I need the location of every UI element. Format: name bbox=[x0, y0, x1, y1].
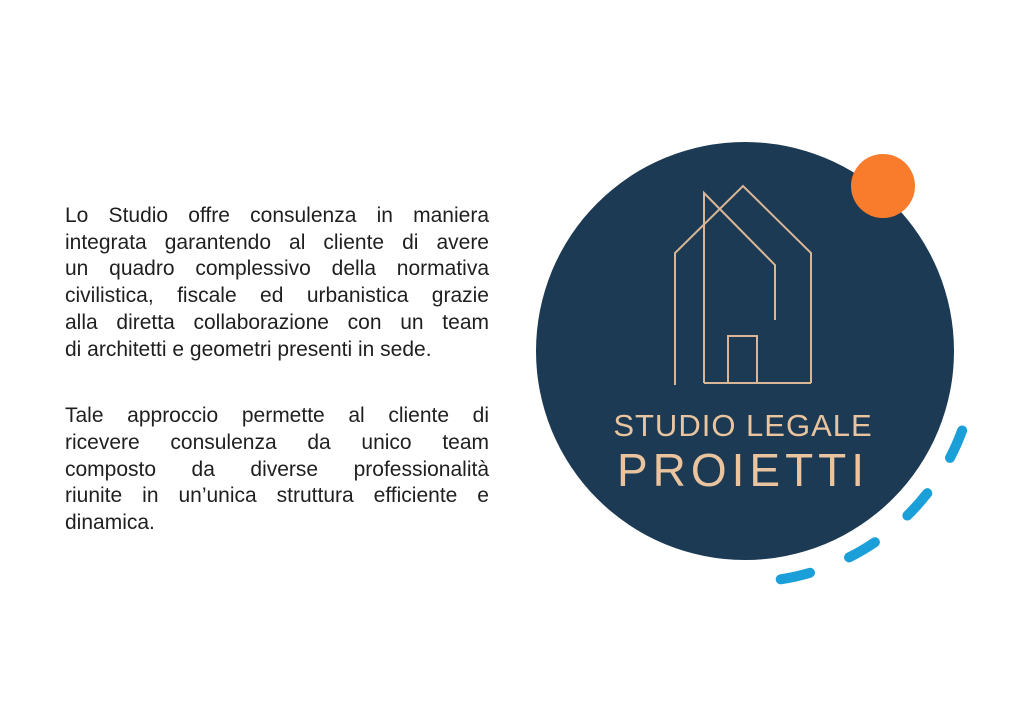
logo-proietti-text: PROIETTI bbox=[616, 444, 870, 496]
text-line: dinamica. bbox=[65, 511, 155, 535]
text-line: riunite in un’unica struttura efficiente e bbox=[65, 484, 489, 508]
text-line: di architetti e geometri presenti in sede. bbox=[65, 337, 432, 361]
orange-dot bbox=[851, 154, 915, 218]
text-line: alla diretta collaborazione con un team bbox=[65, 310, 489, 334]
text-line: Lo Studio offre consulenza in maniera bbox=[65, 204, 489, 227]
text-line: Tale approccio permette al cliente di bbox=[65, 404, 489, 428]
logo-studio-legale-text: STUDIO LEGALE bbox=[613, 408, 873, 443]
text-line: integrata garantendo al cliente di avere bbox=[65, 230, 489, 254]
text-line: composto da diverse professionalità bbox=[65, 457, 489, 481]
text-line: ricevere consulenza da unico team bbox=[65, 430, 489, 454]
text-line: civilistica, fiscale ed urbanistica grazie bbox=[65, 284, 489, 308]
text-line: un quadro complessivo della normativa bbox=[65, 257, 489, 281]
